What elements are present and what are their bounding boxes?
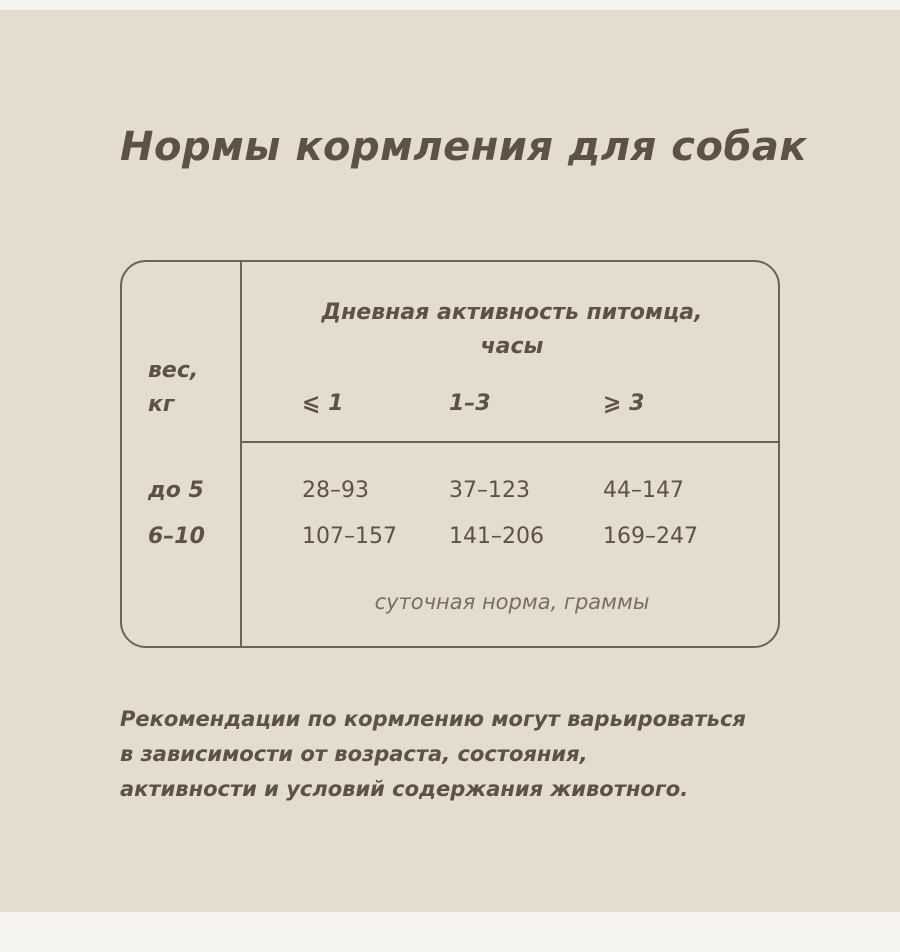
row-label-1: до 5: [148, 478, 204, 503]
feeding-table: [120, 260, 780, 648]
table-cell: 169–247: [603, 524, 698, 549]
feeding-note: [120, 702, 820, 807]
weight-header-line2: кг: [148, 392, 175, 417]
column-header-2: 1–3: [449, 391, 491, 416]
weight-header-line1: вес,: [148, 358, 199, 383]
note-line-1: Рекомендации по кормлению могут варьироваться: [120, 707, 746, 731]
column-header-3: ⩾ 3: [603, 391, 645, 416]
table-caption: суточная норма, граммы: [374, 590, 650, 614]
activity-header-line2: часы: [480, 334, 544, 359]
column-header-1: ⩽ 1: [302, 391, 344, 416]
table-cell: 107–157: [302, 524, 397, 549]
table-cell: 37–123: [449, 478, 530, 503]
info-card: [0, 10, 900, 912]
note-line-2: в зависимости от возраста, состояния,: [120, 742, 588, 766]
table-cell: 28–93: [302, 478, 369, 503]
page-title: Нормы кормления для собак: [120, 124, 808, 170]
table-cell: 141–206: [449, 524, 544, 549]
table-cell: 44–147: [603, 478, 684, 503]
row-label-2: 6–10: [148, 524, 205, 549]
table-horizontal-divider: [240, 441, 778, 443]
note-line-3: активности и условий содержания животного.: [120, 777, 689, 801]
activity-header-line1: Дневная активность питомца,: [321, 300, 703, 325]
